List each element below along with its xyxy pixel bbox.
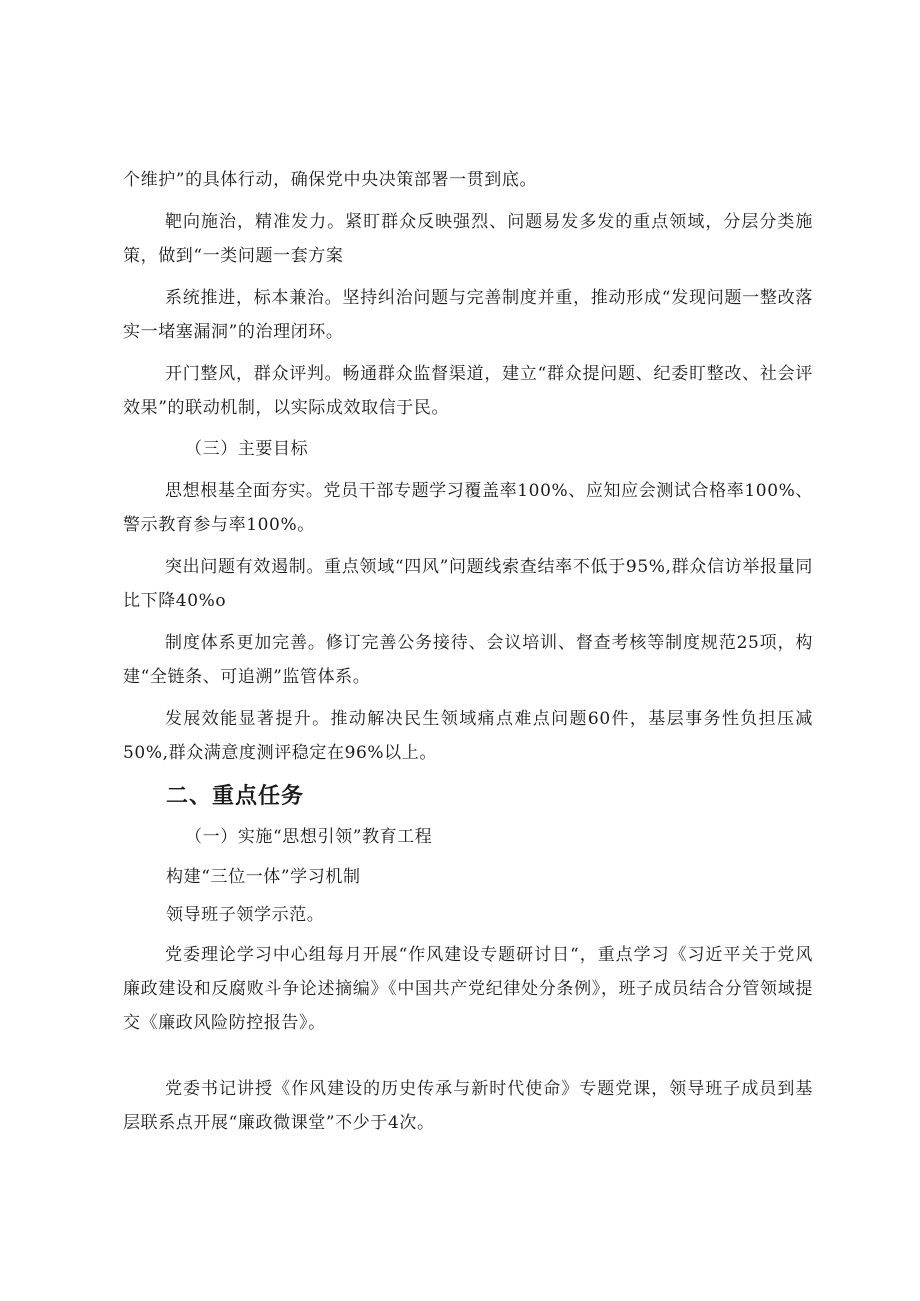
line-learning-mechanism: 构建“三位一体”学习机制 (166, 867, 361, 887)
paragraph-targeted-governance: 靶向施治，精准发力。紧盯群众反映强烈、问题易发多发的重点领域，分层分类施策，做到“一类问题一套方案 (123, 212, 813, 266)
paragraph-open-rectification: 开门整风，群众评判。畅通群众监督渠道，建立“群众提问题、纪委盯整改、社会评效果”的联动机制，以实际成效取信于民。 (123, 364, 813, 418)
paragraph-party-lecture: 党委书记讲授《作风建设的历史传承与新时代使命》专题党课，领导班子成员到基层联系点开展“廉政微课堂”不少于4次。 (123, 1079, 813, 1133)
paragraph-goal-curb-problems: 突出问题有效遏制。重点领域“四风”问题线索查结率不低于95%,群众信访举报量同比下降40%o (123, 557, 813, 611)
section-title-key-tasks: 二、重点任务 (166, 784, 305, 809)
subheading-task-one: （一）实施“思想引领”教育工程 (185, 827, 433, 847)
line-leader-demonstration: 领导班子领学示范。 (166, 905, 325, 925)
paragraph-goal-ideology: 思想根基全面夯实。党员干部专题学习覆盖率100%、应知应会测试合格率100%、警示教育参与率100%。 (123, 481, 813, 535)
paragraph-study-group: 党委理论学习中心组每月开展“作风建设专题研讨日“，重点学习《习近平关于党风廉政建设和反腐败斗争论述摘编》《中国共产党纪律处分条例》，班子成员结合分管领域提交《廉政风险防控报告》。 (123, 945, 813, 1033)
paragraph-systematic-advance: 系统推进，标本兼治。坚持纠治问题与完善制度并重，推动形成“发现问题一整改落实一堵塞漏洞”的治理闭环。 (123, 288, 813, 342)
paragraph-continuation: 个维护”的具体行动，确保党中央决策部署一贯到底。 (123, 170, 538, 190)
paragraph-goal-institutions: 制度体系更加完善。修订完善公务接待、会议培训、督查考核等制度规范25项，构建“全链条、可追溯”监管体系。 (123, 633, 813, 687)
paragraph-goal-efficiency: 发展效能显著提升。推动解决民生领域痛点难点问题60件，基层事务性负担压减50%,群众满意度测评稳定在96%以上。 (123, 709, 813, 763)
subheading-main-goals: （三）主要目标 (185, 439, 309, 459)
